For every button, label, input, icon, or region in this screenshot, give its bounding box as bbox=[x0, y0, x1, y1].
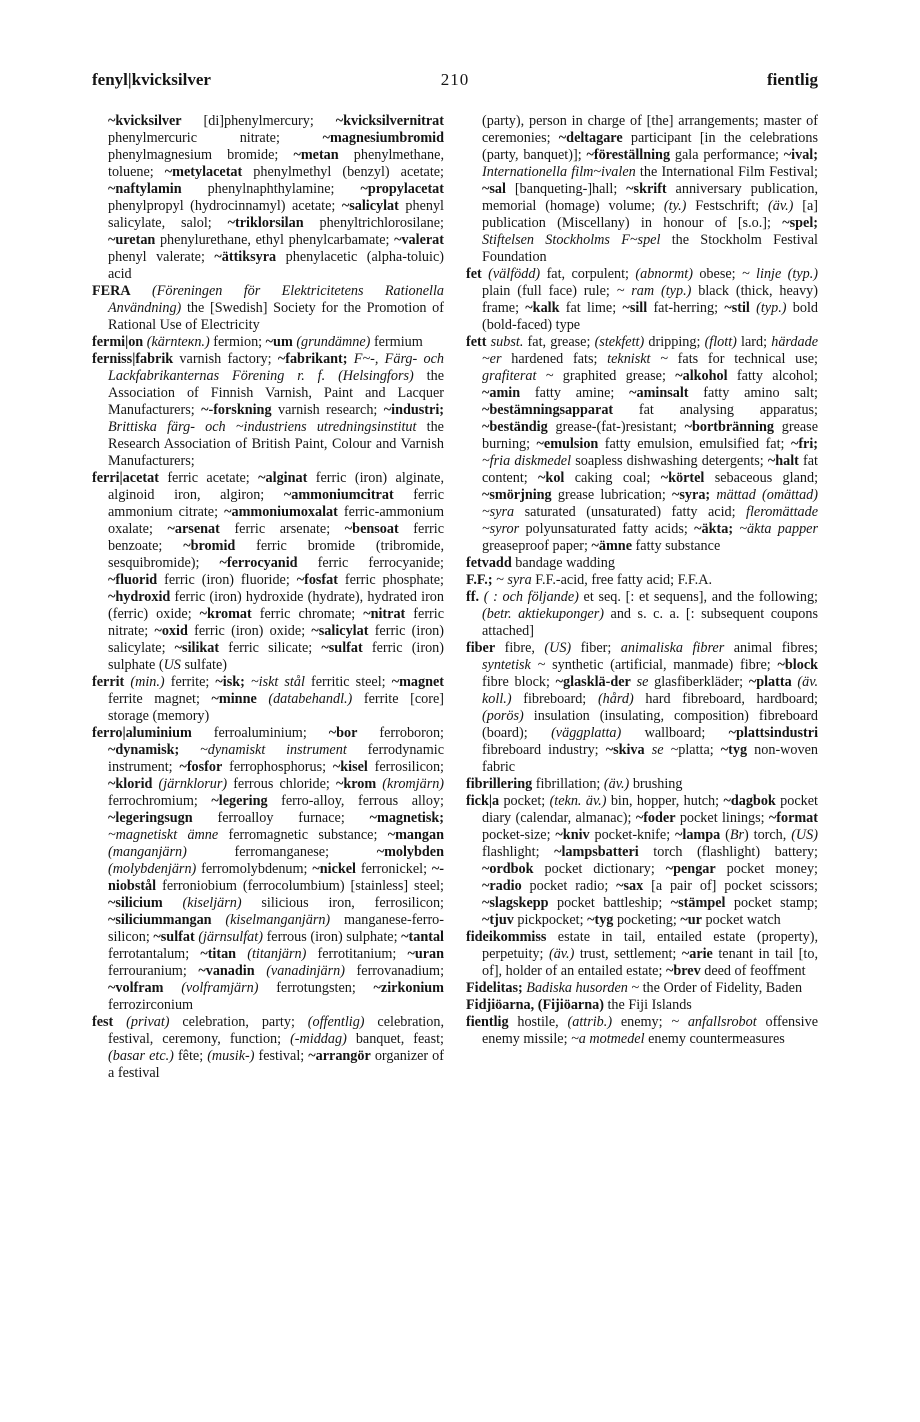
dictionary-entry: Fidelitas; Badiska husorden ~ the Order of Fidelity, Baden bbox=[466, 980, 803, 996]
dictionary-entry: fibrillering fibrillation; (äv.) brushing bbox=[466, 776, 683, 792]
header-guide-word-left: fenyl|kvicksilver bbox=[92, 70, 211, 89]
right-column bbox=[466, 113, 818, 1048]
header-guide-word-right: fientlig bbox=[767, 70, 818, 89]
dictionary-entry: fetvadd bandage wadding bbox=[466, 555, 615, 571]
page-header bbox=[92, 70, 818, 94]
dictionary-entry: fiber fibre, (US) fiber; animaliska fibrer animal fibres; syntetisk ~ synthetic (artificial, manmade) fibre; ~block fibre block; ~glasklä-der se glasfiberkläder; ~platta (äv. koll.) fibreboard; (hård) hard fibreboard, hardboard; (porös) insulation (insulating, composition) fibreboard (board); (väggplatta) wallboard; ~plattsindustri fibreboard industry; ~skiva se ~platta; ~tyg non-woven fabric bbox=[466, 640, 819, 775]
dictionary-entry: fideikommiss estate in tail, entailed estate (property), perpetuity; (äv.) trust, settlement; ~arie tenant in tail [to, of], holder of an entailed estate; ~brev deed of feoffment bbox=[466, 929, 818, 979]
dictionary-entry: ~kvicksilver [di]phenylmercury; ~kvicksilvernitrat phenylmercuric nitrate; ~magnesiumbromid phenylmagnesium bromide; ~metan phenylmethane, toluene; ~metylacetat phenylmethyl (benzyl) acetate; ~naftylamin phenylnaphthylamine; ~propylacetat phenylpropyl (hydrocinnamyl) acetate; ~salicylat phenyl salicylate, salol; ~triklorsilan phenyltrichlorosilane; ~uretan phenylurethane, ethyl phenylcarbamate; ~valerat phenyl valerate; ~ättiksyra phenylacetic (alpha-toluic) acid bbox=[108, 113, 444, 282]
dictionary-entry: Fidjiöarna, (Fijiöarna) the Fiji Islands bbox=[466, 997, 692, 1013]
dictionary-entry: fick|a pocket; (tekn. äv.) bin, hopper, hutch; ~dagbok pocket diary (calendar, almanac); ~foder pocket linings; ~format pocket-size; ~kniv pocket-knife; ~lampa (Br) torch, (US) flashlight; ~lampsbatteri torch (flashlight) battery; ~ordbok pocket dictionary; ~pengar pocket money; ~radio pocket radio; ~sax [a pair of] pocket scissors; ~slagskepp pocket battleship; ~stämpel pocket stamp; ~tjuv pickpocket; ~tyg pocketing; ~ur pocket watch bbox=[466, 793, 819, 928]
dictionary-entry: (party), person in charge of [the] arrangements; master of ceremonies; ~deltagare participant [in the celebrations (party, banquet)]; ~föreställning gala performance; ~ival; Internationella film~ivalen the International Film Festival; ~sal [banqueting-]hall; ~skrift anniversary publication, memorial (homage) volume; (ty.) Festschrift; (äv.) [a] publication (Miscellany) in honour of [s.o.]; ~spel; Stiftelsen Stockholms F~spel the Stockholm Festival Foundation bbox=[482, 113, 819, 265]
dictionary-entry: fett subst. fat, grease; (stekfett) dripping; (flott) lard; härdade ~er hardened fats; tekniskt ~ fats for technical use; grafiterat ~ graphited grease; ~alkohol fatty alcohol; ~amin fatty amine; ~aminsalt fatty amino salt; ~bestämningsapparat fat analysing apparatus; ~beständig grease-(fat-)resistant; ~bortbränning grease burning; ~emulsion fatty emulsion, emulsified fat; ~fri; ~fria diskmedel soapless dishwashing detergents; ~halt fat content; ~kol caking coal; ~körtel sebaceous gland; ~smörjning grease lubrication; ~syra; mättad (omättad) ~syra saturated (unsaturated) fatty acid; fleromättade ~syror polyunsaturated fatty acids; ~äkta; ~äkta papper greaseproof paper; ~ämne fatty substance bbox=[466, 334, 819, 554]
dictionary-entry: fest (privat) celebration, party; (offentlig) celebration, festival, ceremony, function; (-middag) banquet, feast; (basar etc.) fête; (musik-) festival; ~arrangör organizer of a festival bbox=[92, 1014, 444, 1081]
dictionary-entry: ferri|acetat ferric acetate; ~alginat ferric (iron) alginate, alginoid iron, algiron; ~ammoniumcitrat ferric ammonium citrate; ~ammoniumoxalat ferric-ammonium oxalate; ~arsenat ferric arsenate; ~bensoat ferric benzoate; ~bromid ferric bromide (tribromide, sesquibromide); ~ferrocyanid ferric ferrocyanide; ~fluorid ferric (iron) fluoride; ~fosfat ferric phosphate; ~hydroxid ferric (iron) hydroxide (hydrate), hydrated iron (ferric) oxide; ~kromat ferric chromate; ~nitrat ferric nitrate; ~oxid ferric (iron) oxide; ~salicylat ferric (iron) salicylate; ~silikat ferric silicate; ~sulfat ferric (iron) sulphate (US sulfate) bbox=[92, 470, 445, 673]
dictionary-entry: ferrit (min.) ferrite; ~isk; ~iskt stål ferritic steel; ~magnet ferrite magnet; ~minne (databehandl.) ferrite [core] storage (memory) bbox=[92, 674, 444, 724]
left-column bbox=[92, 113, 444, 1082]
dictionary-entry: ferniss|fabrik varnish factory; ~fabrikant; F~-, Färg- och Lackfabrikanternas Förening r. f. (Helsingfors) the Association of Finnish Varnish, Paint and Lacquer Manufacturers; ~-forskning varnish research; ~industri; Brittiska färg- och ~industriens utredningsinstitut the Research Association of British Paint, Colour and Varnish Manufacturers; bbox=[92, 351, 445, 469]
dictionary-entry: ferro|aluminium ferroaluminium; ~bor ferroboron; ~dynamisk; ~dynamiskt instrument ferrodynamic instrument; ~fosfor ferrophosphorus; ~kisel ferrosilicon; ~klorid (järnklorur) ferrous chloride; ~krom (kromjärn) ferrochromium; ~legering ferro-alloy, ferrous alloy; ~legeringsugn ferroalloy furnace; ~magnetisk; ~magnetiskt ämne ferromagnetic substance; ~mangan (manganjärn) ferromanganese; ~molybden (molybdenjärn) ferromolybdenum; ~nickel ferronickel; ~-niobstål ferroniobium (ferrocolumbium) [stainless] steel; ~silicium (kiseljärn) silicious iron, ferrosilicon; ~siliciummangan (kiselmanganjärn) manganese-ferro-silicon; ~sulfat (järnsulfat) ferrous (iron) sulphate; ~tantal ferrotantalum; ~titan (titanjärn) ferrotitanium; ~uran ferrouranium; ~vanadin (vanadinjärn) ferrovanadium; ~volfram (volframjärn) ferrotungsten; ~zirkonium ferrozirconium bbox=[92, 725, 445, 1013]
dictionary-entry: fientlig hostile, (attrib.) enemy; ~ anfallsrobot offensive enemy missile; ~a motmedel enemy countermeasures bbox=[466, 1014, 818, 1047]
dictionary-entry: FERA (Föreningen för Elektricitetens Rationella Användning) the [Swedish] Society for the Promotion of Rational Use of Electricity bbox=[92, 283, 444, 333]
dictionary-entry: ff. ( : och följande) et seq. [: et sequens], and the following; (betr. aktiekuponger) and s. c. a. [: subsequent coupons attached] bbox=[466, 589, 819, 639]
page-number: 210 bbox=[440, 70, 470, 89]
dictionary-entry: F.F.; ~ syra F.F.-acid, free fatty acid; F.F.A. bbox=[466, 572, 712, 588]
dictionary-entry: fermi|on (kärnteкn.) fermion; ~um (grundämne) fermium bbox=[92, 334, 423, 350]
dictionary-entry: fet (välfödd) fat, corpulent; (abnormt) obese; ~ linje (typ.) plain (full face) rule; ~ ram (typ.) black (thick, heavy) frame; ~kalk fat lime; ~sill fat-herring; ~stil (typ.) bold (bold-faced) type bbox=[466, 266, 818, 333]
